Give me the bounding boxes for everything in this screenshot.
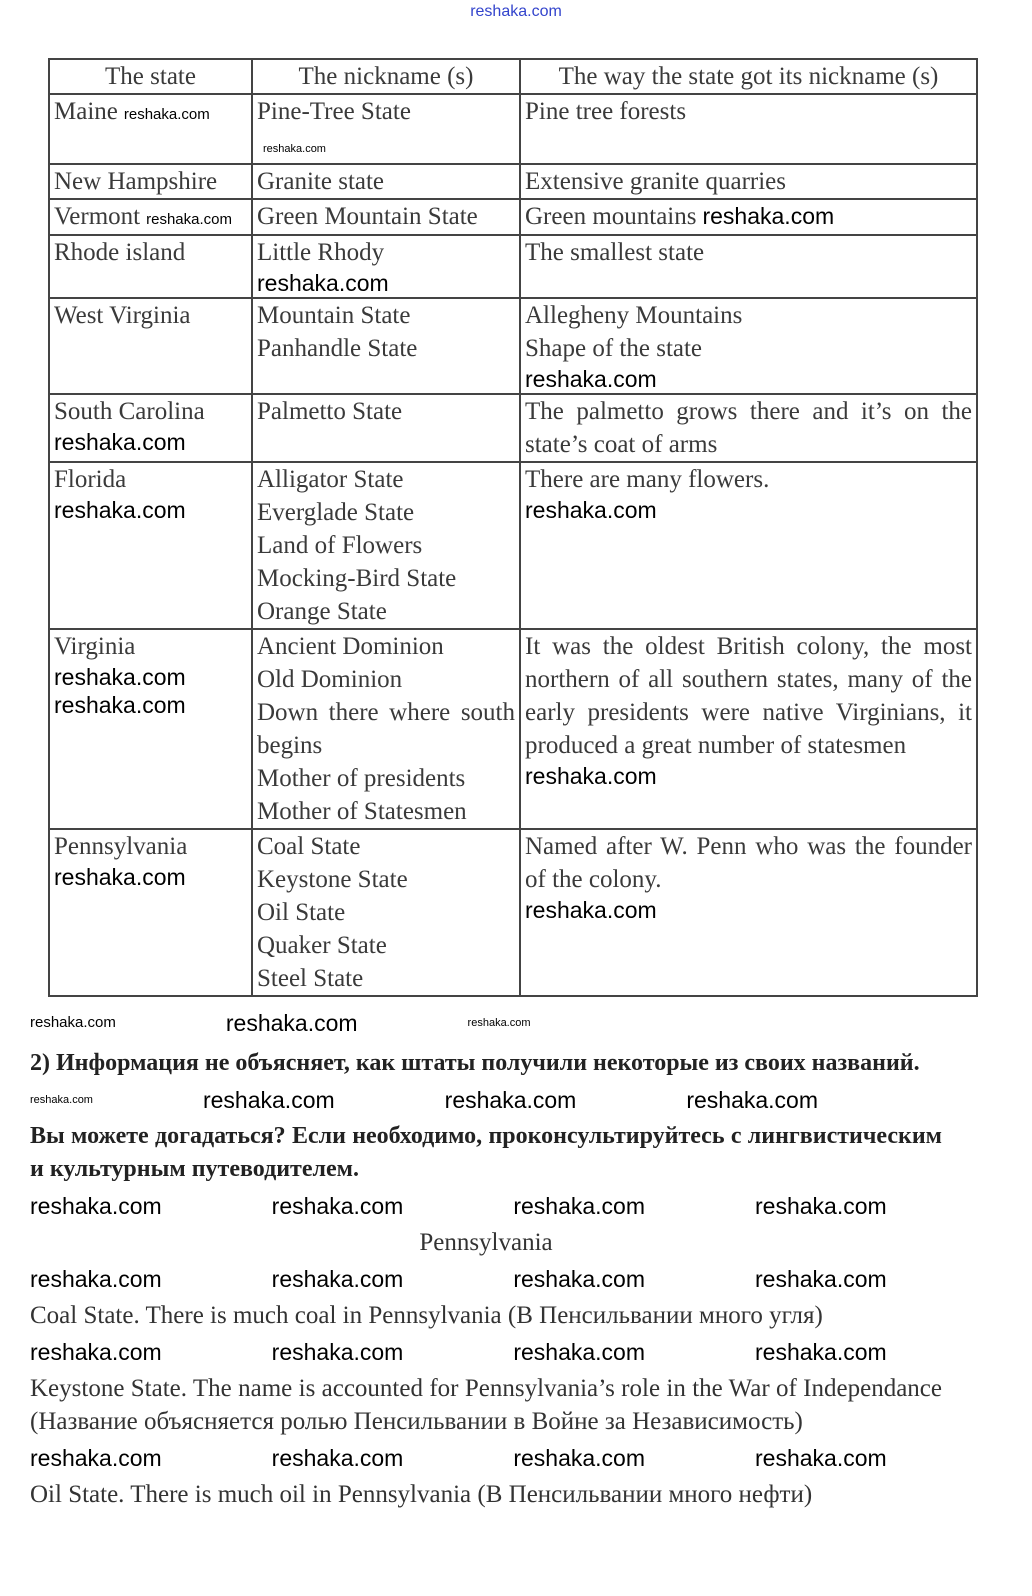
watermark: reshaka.com xyxy=(755,1266,887,1292)
state-cell xyxy=(49,829,252,996)
nickname: Orange State xyxy=(257,598,387,625)
header-reason: The way the state got its nickname (s) xyxy=(520,59,977,94)
watermark: reshaka.com xyxy=(30,1014,116,1031)
reason-text: Extensive granite quarries xyxy=(525,168,787,195)
table-row xyxy=(49,394,977,462)
watermark: reshaka.com xyxy=(257,270,389,296)
table-row xyxy=(49,829,977,996)
answer-coal: Coal State. There is much coal in Pennsylvania (В Пенсильвании много угля) xyxy=(30,1302,823,1329)
watermark: reshaka.com xyxy=(123,106,210,123)
state-name: Florida xyxy=(54,466,127,493)
nickname: Palmetto State xyxy=(257,398,403,425)
reason-text: The smallest state xyxy=(525,239,705,266)
table-row xyxy=(49,164,977,199)
nickname: Little Rhody xyxy=(257,239,385,266)
watermark: reshaka.com xyxy=(271,1266,404,1292)
nickname: Pine-Tree State xyxy=(257,98,411,125)
watermark: reshaka.com xyxy=(525,497,657,523)
state-name: Virginia xyxy=(54,633,136,660)
reason-cell xyxy=(520,394,977,462)
watermark: reshaka.com xyxy=(525,897,657,923)
watermark: reshaka.com xyxy=(702,203,835,229)
reason-text: Pine tree forests xyxy=(525,98,687,125)
state-name: Pennsylvania xyxy=(54,833,188,860)
watermark: reshaka.com xyxy=(444,1087,577,1113)
watermark: reshaka.com xyxy=(513,1445,646,1471)
watermark: reshaka.com xyxy=(54,692,186,718)
watermark: reshaka.com xyxy=(755,1339,887,1365)
question-2: 2) Информация не объясняет, как штаты получили некоторые из своих названий. xyxy=(30,1050,920,1076)
table-row xyxy=(49,94,977,164)
nickname-cell xyxy=(252,394,520,462)
state-cell xyxy=(49,164,252,199)
nickname: Oil State xyxy=(257,899,346,926)
reason-text: It was the oldest British colony, the most northern of all southern states, many of the early presidents were native Virginians, it produced a great number of statesmen xyxy=(525,633,972,759)
answer-title: Pennsylvania xyxy=(419,1229,553,1256)
state-cell xyxy=(49,462,252,629)
reason-cell xyxy=(520,298,977,394)
question-3: Вы можете догадаться? Если необходимо, проконсультируйтесь с лингвистическим и культурным путеводителем. xyxy=(30,1123,942,1182)
nickname-cell xyxy=(252,629,520,829)
watermark: reshaka.com xyxy=(54,864,186,890)
watermark: reshaka.com xyxy=(30,1193,162,1219)
nickname: Mother of presidents xyxy=(257,765,466,792)
nickname-cell xyxy=(252,298,520,394)
reason-text: There are many flowers. xyxy=(525,466,770,493)
watermark: reshaka.com xyxy=(202,1087,335,1113)
table-row xyxy=(49,629,977,829)
reason-cell xyxy=(520,629,977,829)
nickname-cell xyxy=(252,462,520,629)
reason-cell xyxy=(520,462,977,629)
header-state: The state xyxy=(49,59,252,94)
nickname: Land of Flowers xyxy=(257,532,423,559)
reason-cell xyxy=(520,164,977,199)
watermark: reshaka.com xyxy=(271,1339,404,1365)
watermark: reshaka.com xyxy=(54,664,186,690)
nickname: Mother of Statesmen xyxy=(257,798,467,825)
reason-text: Named after W. Penn who was the founder of the colony. xyxy=(525,833,972,893)
state-cell xyxy=(49,94,252,164)
watermark: reshaka.com xyxy=(467,1017,531,1029)
watermark-row xyxy=(0,1338,1032,1366)
nickname-cell xyxy=(252,199,520,235)
table-row xyxy=(49,462,977,629)
reason-text: Allegheny Mountains Shape of the state xyxy=(525,302,743,362)
nickname: Steel State xyxy=(257,965,364,992)
state-name: Maine xyxy=(54,98,118,125)
site-link[interactable]: reshaka.com xyxy=(470,3,562,20)
state-cell xyxy=(49,298,252,394)
state-name: West Virginia xyxy=(54,302,191,329)
state-name: South Carolina xyxy=(54,398,205,425)
watermark-row xyxy=(0,1265,1032,1293)
watermark: reshaka.com xyxy=(513,1339,646,1365)
watermark: reshaka.com xyxy=(525,366,657,392)
nickname: Coal State xyxy=(257,833,361,860)
state-cell xyxy=(49,394,252,462)
nickname-cell xyxy=(252,164,520,199)
watermark: reshaka.com xyxy=(263,143,326,155)
states-nicknames-table xyxy=(48,58,978,997)
table-row xyxy=(49,235,977,298)
nickname: Mountain State xyxy=(257,302,411,329)
reason-cell xyxy=(520,235,977,298)
nickname: Everglade State xyxy=(257,499,415,526)
watermark: reshaka.com xyxy=(54,497,186,523)
watermark-row xyxy=(0,1444,1032,1472)
nickname-cell xyxy=(252,235,520,298)
watermark: reshaka.com xyxy=(686,1087,818,1113)
nickname: Ancient Dominion xyxy=(257,633,444,660)
watermark: reshaka.com xyxy=(513,1193,646,1219)
watermark: reshaka.com xyxy=(271,1193,404,1219)
state-name: Vermont xyxy=(54,203,141,230)
nickname: Alligator State xyxy=(257,466,404,493)
nickname: Panhandle State xyxy=(257,335,418,362)
reason-cell xyxy=(520,199,977,235)
reason-text: Green mountains xyxy=(525,203,697,230)
table-row xyxy=(49,298,977,394)
watermark: reshaka.com xyxy=(30,1445,162,1471)
watermark: reshaka.com xyxy=(755,1193,887,1219)
watermark-row xyxy=(0,1192,1032,1220)
state-cell xyxy=(49,235,252,298)
reason-cell xyxy=(520,829,977,996)
state-cell xyxy=(49,629,252,829)
watermark: reshaka.com xyxy=(271,1445,404,1471)
state-name: New Hampshire xyxy=(54,168,218,195)
nickname: Keystone State xyxy=(257,866,408,893)
nickname: Down there where south begins xyxy=(257,699,515,759)
watermark: reshaka.com xyxy=(755,1445,887,1471)
watermark: reshaka.com xyxy=(30,1339,162,1365)
watermark: reshaka.com xyxy=(146,211,232,228)
watermark: reshaka.com xyxy=(525,763,657,789)
watermark: reshaka.com xyxy=(513,1266,646,1292)
watermark: reshaka.com xyxy=(54,429,186,455)
watermark: reshaka.com xyxy=(30,1094,93,1106)
nickname-cell xyxy=(252,829,520,996)
table-row xyxy=(49,199,977,235)
watermark-row xyxy=(0,1086,1032,1114)
nickname: Green Mountain State xyxy=(257,203,478,230)
watermark: reshaka.com xyxy=(30,1266,162,1292)
nickname: Quaker State xyxy=(257,932,387,959)
state-cell xyxy=(49,199,252,235)
reason-cell xyxy=(520,94,977,164)
answer-oil: Oil State. There is much oil in Pennsylvania (В Пенсильвании много нефти) xyxy=(30,1481,813,1508)
answer-keystone: Keystone State. The name is accounted for Pennsylvania’s role in the War of Independance (Название объясняется ролью Пенсильвании в Войне за Независимость) xyxy=(30,1375,942,1435)
reason-text: The palmetto grows there and it’s on the state’s coat of arms xyxy=(525,398,972,458)
header-nickname: The nickname (s) xyxy=(252,59,520,94)
watermark: reshaka.com xyxy=(225,1010,358,1036)
nickname: Granite state xyxy=(257,168,385,195)
nickname: Old Dominion xyxy=(257,666,403,693)
nickname-cell xyxy=(252,94,520,164)
watermark-row xyxy=(0,1009,1032,1037)
nickname: Mocking-Bird State xyxy=(257,565,457,592)
state-name: Rhode island xyxy=(54,239,186,266)
